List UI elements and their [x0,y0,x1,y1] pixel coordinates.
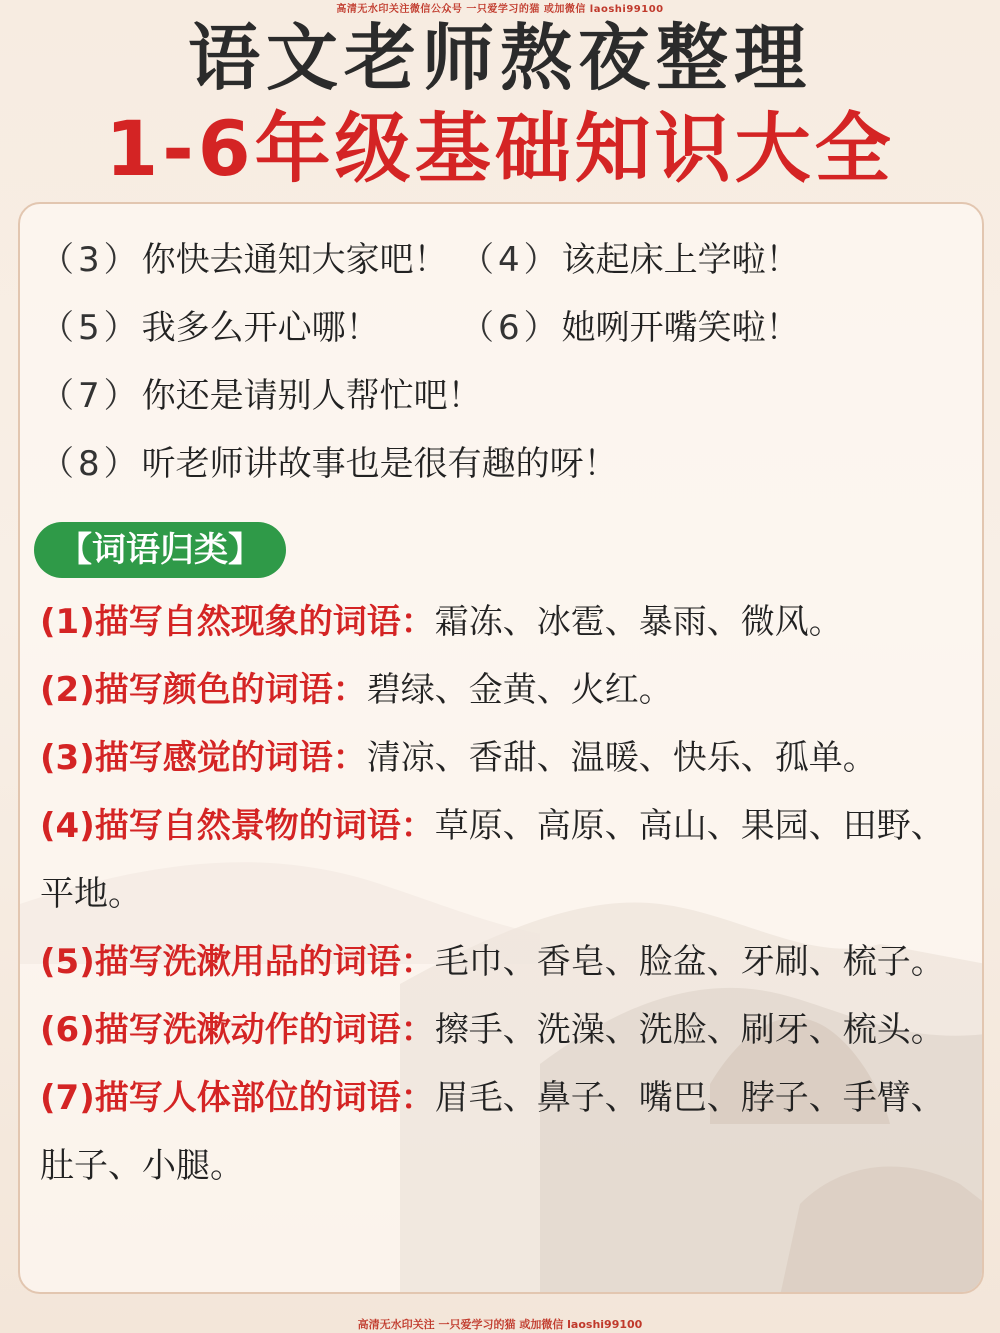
category-label: (5)描写洗漱用品的词语： [40,942,435,982]
category-3 [40,736,877,780]
category-words: 碧绿、金黄、火红。 [366,670,673,710]
sentence-5 [40,306,380,350]
page-title: 语文老师熬夜整理 [187,16,812,100]
category-label: (1)描写自然现象的词语： [40,602,435,642]
category-1 [40,600,843,644]
category-7 [40,1076,945,1120]
sentence-6 [460,306,800,350]
sentence-number: （5） [40,308,142,348]
sentence-number: （3） [40,240,142,280]
category-words: 眉毛、鼻子、嘴巴、脖子、手臂、 [434,1078,945,1118]
sentence-text: 你快去通知大家吧！ [141,240,448,280]
category-label: (7)描写人体部位的词语： [40,1078,435,1118]
category-words: 草原、高原、高山、果园、田野、 [434,806,945,846]
sentence-7 [40,374,482,418]
sentence-text: 听老师讲故事也是很有趣的呀！ [141,444,618,484]
sentence-3 [40,238,448,282]
sentence-text: 我多么开心哪！ [141,308,380,348]
category-label: (6)描写洗漱动作的词语： [40,1010,435,1050]
content-card [18,202,984,1294]
category-label: (3)描写感觉的词语： [40,738,367,778]
sentence-text: 她咧开嘴笑啦！ [561,308,800,348]
sentence-4 [460,238,800,282]
category-label: (2)描写颜色的词语： [40,670,367,710]
sentence-8 [40,442,618,486]
category-label: (4)描写自然景物的词语： [40,806,435,846]
sentence-number: （4） [460,240,562,280]
section-tag: 【词语归类】 [34,522,286,578]
category-words-continued: 平地。 [40,874,142,914]
category-words-continued: 肚子、小腿。 [40,1146,244,1186]
bottom-watermark: 高清无水印关注 一只爱学习的猫 或加微信 laoshi99100 [357,1318,643,1331]
sentence-number: （8） [40,444,142,484]
category-4 [40,804,945,848]
sentence-number: （7） [40,376,142,416]
top-watermark: 高清无水印关注微信公众号 一只爱学习的猫 或加微信 laoshi99100 [336,4,664,15]
category-2 [40,668,673,712]
category-words: 霜冻、冰雹、暴雨、微风。 [434,602,843,642]
category-words: 毛巾、香皂、脸盆、牙刷、梳子。 [434,942,945,982]
sentence-text: 该起床上学啦！ [561,240,800,280]
category-7-continued [40,1144,244,1188]
category-words: 清凉、香甜、温暖、快乐、孤单。 [366,738,877,778]
category-words: 擦手、洗澡、洗脸、刷牙、梳头。 [434,1010,945,1050]
category-5 [40,940,945,984]
category-6 [40,1008,945,1052]
page-subtitle: 1-6年级基础知识大全 [105,104,895,193]
sentence-text: 你还是请别人帮忙吧！ [141,376,482,416]
sentence-number: （6） [460,308,562,348]
category-4-continued [40,872,142,916]
